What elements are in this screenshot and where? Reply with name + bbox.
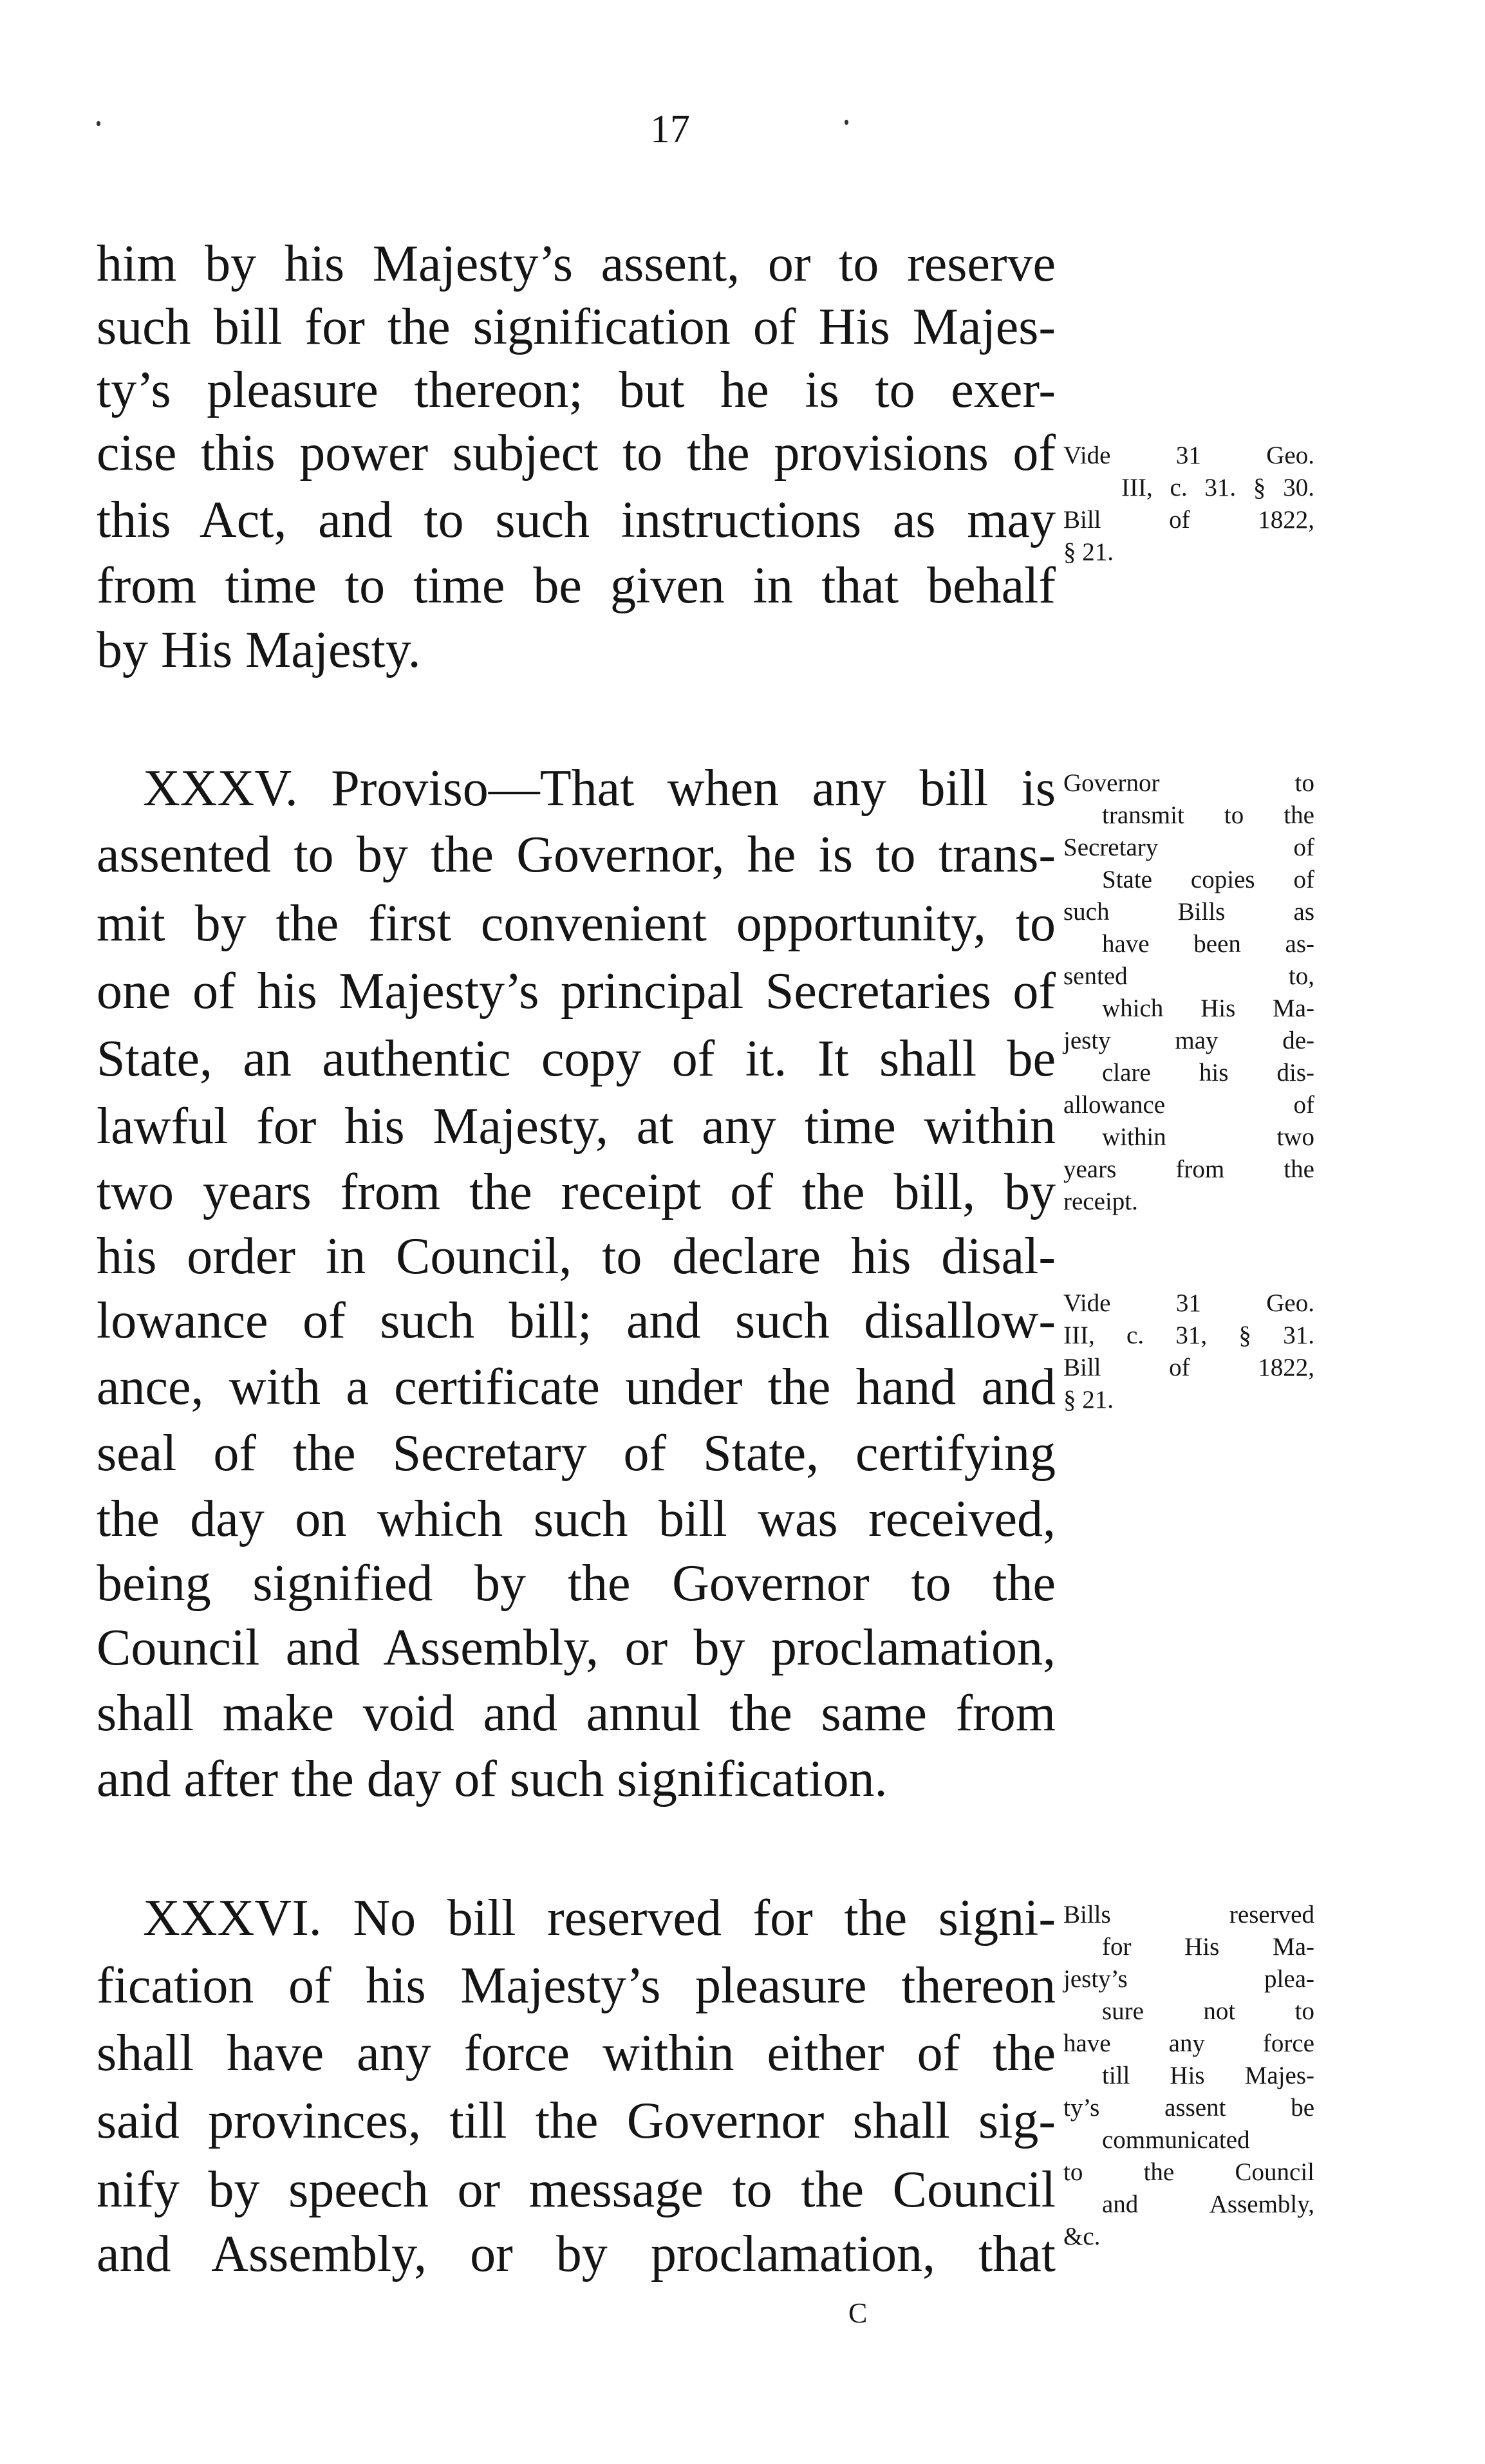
text-line: and after the day of such signification. [97,1751,888,1807]
margin-note-line: Bills reserved [1063,1901,1314,1928]
margin-note-line: within two [1102,1123,1314,1151]
margin-note-governor-transmit [1063,767,1314,1218]
margin-note-line: Bill of 1822, [1063,1354,1314,1381]
signature-mark: C [848,2297,868,2329]
margin-note-line: transmit to the [1102,801,1314,829]
print-speck [97,121,100,126]
margin-note-line: years from the [1063,1155,1314,1183]
text-line: ty’s pleasure thereon; but he is to exer- [97,362,1056,418]
text-line: from time to time be given in that behalf [97,557,1056,614]
margin-note-line: and Assembly, [1102,2190,1314,2218]
text-line: two years from the receipt of the bill, by [97,1164,1056,1220]
margin-note-reference [1063,440,1314,568]
text-line: ance, with a certificate under the hand and [97,1359,1056,1415]
margin-note-line: allowance of [1063,1091,1314,1119]
text-line: fication of his Majesty’s pleasure thereon [97,1957,1056,2014]
margin-note-line: jesty’s plea- [1063,1965,1314,1993]
text-line: his order in Council, to declare his disal- [97,1228,1056,1285]
text-line: assented to by the Governor, he is to trans- [97,826,1056,883]
text-line: cise this power subject to the provisions of [97,425,1056,481]
margin-note-line: III, c. 31, § 31. [1063,1321,1314,1349]
print-speck [845,120,848,125]
margin-note-line: till His Majes- [1102,2062,1314,2089]
text-line: this Act, and to such instructions as may [97,492,1056,548]
margin-note-line: Vide 31 Geo. [1063,442,1314,469]
margin-note-line: which His Ma- [1102,994,1314,1022]
text-line: by His Majesty. [97,622,421,678]
margin-note-line: for His Ma- [1102,1933,1314,1961]
margin-note-line: jesty may de- [1063,1027,1314,1054]
text-line: XXXV. Proviso—That when any bill is [143,760,1056,817]
margin-note-line: &c. [1063,2223,1101,2250]
margin-note-reference [1063,1287,1314,1416]
margin-note-line: have been as- [1102,930,1314,958]
margin-note-line: Vide 31 Geo. [1063,1289,1314,1317]
text-line: shall have any force within either of the [97,2025,1056,2082]
margin-note-line: State copies of [1102,866,1314,893]
text-line: such bill for the signification of His Majes- [97,299,1056,355]
margin-note-line: III, c. 31. § 30. [1121,474,1314,501]
margin-note-line: § 21. [1063,1386,1114,1414]
text-line: Council and Assembly, or by proclamation, [97,1619,1056,1676]
text-line: him by his Majesty’s assent, or to reserve [97,236,1056,292]
margin-note-line: have any force [1063,2030,1314,2057]
margin-note-line: Governor to [1063,769,1314,797]
text-line: lawful for his Majesty, at any time within [97,1098,1056,1155]
margin-note-line: receipt. [1063,1188,1138,1215]
margin-note-line: clare his dis- [1102,1059,1314,1087]
text-line: nify by speech or message to the Council [97,2161,1056,2218]
text-line: shall make void and annul the same from [97,1685,1056,1742]
text-line: being signified by the Governor to the [97,1555,1056,1612]
margin-note-line: communicated [1102,2126,1250,2154]
text-line: mit by the first convenient opportunity, to [97,895,1056,952]
margin-note-line: Bill of 1822, [1063,506,1314,534]
text-line: one of his Majesty’s principal Secretaries of [97,963,1056,1020]
text-line: lowance of such bill; and such disallow- [97,1293,1056,1349]
margin-note-line: Secretary of [1063,834,1314,861]
text-line: State, an authentic copy of it. It shall be [97,1031,1056,1087]
text-line: said provinces, till the Governor shall sig- [97,2093,1056,2149]
margin-note-line: sure not to [1102,1997,1314,2025]
text-line: and Assembly, or by proclamation, that [97,2226,1056,2282]
margin-note-line: sented to, [1063,962,1314,990]
margin-note-line: such Bills as [1063,898,1314,926]
margin-note-line: to the Council [1063,2158,1314,2186]
text-line: the day on which such bill was received, [97,1491,1056,1547]
margin-note-line: § 21. [1063,538,1114,566]
text-line: XXXVI. No bill reserved for the signi- [143,1890,1056,1946]
text-line: seal of the Secretary of State, certifying [97,1425,1056,1482]
margin-note-line: ty’s assent be [1063,2094,1314,2122]
margin-note-bills-reserved [1063,1899,1314,2253]
page-number: 17 [650,107,690,151]
